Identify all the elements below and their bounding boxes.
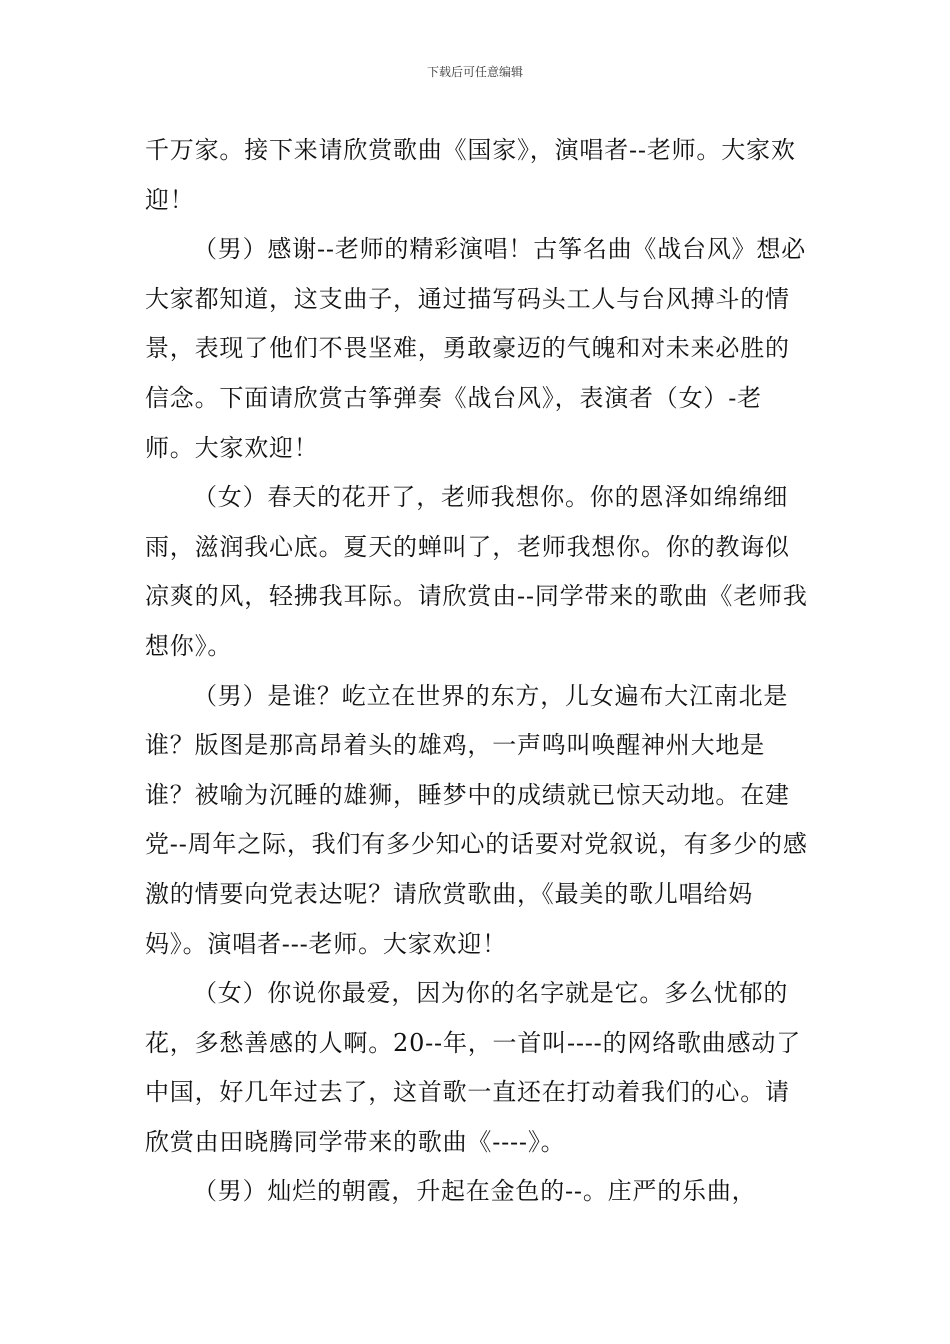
document-body bbox=[145, 126, 810, 1217]
paragraph-6: （男）灿烂的朝霞，升起在金色的--。庄严的乐曲， bbox=[193, 1177, 757, 1206]
page-header-note: 下载后可任意编辑 bbox=[426, 65, 523, 79]
paragraph-4: （男）是谁？屹立在世界的东方，儿女遍布大江南北是谁？版图是那高昂着头的雄鸡，一声鸣叫唤醒神州大地是谁？被喻为沉睡的雄狮，睡梦中的成绩就已惊天动地。在建党--周年之际，我们有多少知心的话要对党叙说，有多少的感激的情要向党表达呢？请欣赏歌曲，《最美的歌儿唱给妈妈》。演唱者---老师。大家欢迎！ bbox=[145, 681, 808, 958]
paragraph-1: 千万家。接下来请欣赏歌曲《国家》，演唱者--老师。大家欢迎！ bbox=[145, 136, 796, 214]
paragraph-3: （女）春天的花开了，老师我想你。你的恩泽如绵绵细雨，滋润我心底。夏天的蝉叫了，老师我想你。你的教诲似凉爽的风，轻拂我耳际。请欣赏由--同学带来的歌曲《老师我想你》。 bbox=[145, 483, 808, 660]
paragraph-2: （男）感谢--老师的精彩演唱！古筝名曲《战台风》想必大家都知道，这支曲子，通过描写码头工人与台风搏斗的情景，表现了他们不畏坚难，勇敢豪迈的气魄和对未来必胜的信念。下面请欣赏古筝弹奏《战台风》，表演者（女）-老师。大家欢迎！ bbox=[145, 235, 807, 462]
paragraph-5: （女）你说你最爱，因为你的名字就是它。多么忧郁的花，多愁善感的人啊。20--年，一首叫----的网络歌曲感动了中国，好几年过去了，这首歌一直还在打动着我们的心。请欣赏由田晓腾同学带来的歌曲《----》。 bbox=[145, 979, 801, 1156]
